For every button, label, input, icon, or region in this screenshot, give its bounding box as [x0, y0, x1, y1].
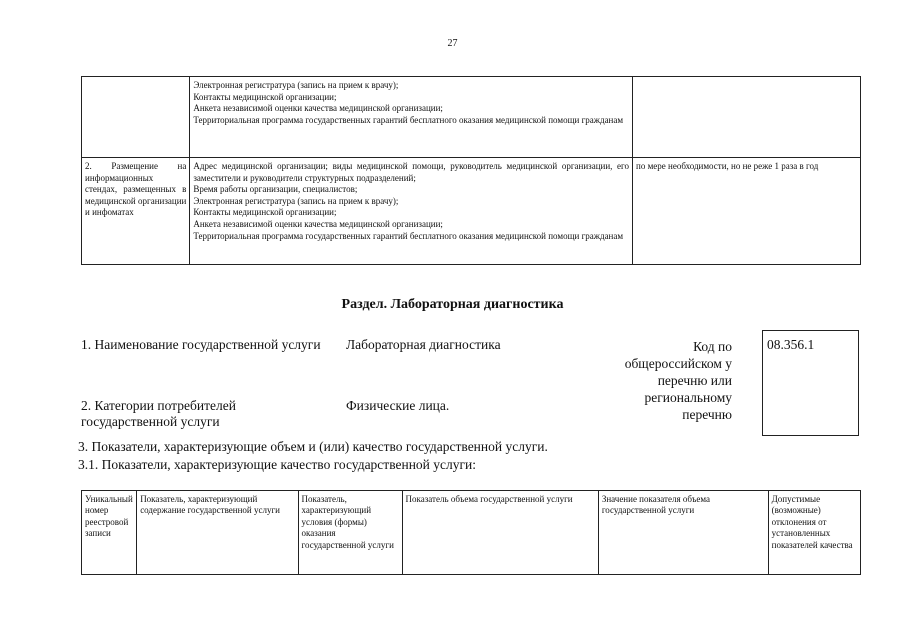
consumers-label: 2. Категории потребителей государственной услуги — [81, 398, 236, 429]
table-header-row — [82, 491, 861, 575]
code-value: 08.356.1 — [767, 337, 815, 352]
code-label: Код по общероссийском у перечню или региональному перечню — [624, 339, 732, 422]
table-row — [82, 158, 861, 265]
quality-indicators-table — [81, 490, 861, 575]
consumers-value: Физические лица. — [346, 398, 450, 413]
table-cell: по мере необходимости, но не реже 1 раза в год — [633, 158, 861, 265]
quality-heading: 3.1. Показатели, характеризующие качество государственной услуги: — [78, 457, 477, 472]
column-header: Значение показателя объема государственной услуги — [598, 491, 768, 575]
info-line: Контакты медицинской организации; — [193, 207, 337, 218]
info-line: Территориальная программа государственных гарантий бесплатного оказания медицинской помощи гражданам — [193, 230, 624, 241]
info-line: Электронная регистратура (запись на прием к врачу); — [193, 80, 399, 90]
column-header: Уникальный номер реестровой записи — [82, 491, 137, 575]
table-cell — [190, 77, 633, 158]
column-header: Показатель, характеризующий условия (формы) оказания государственной услуги — [298, 491, 402, 575]
page-number: 27 — [447, 38, 458, 49]
table-row — [82, 77, 861, 158]
column-header: Допустимые (возможные) отклонения от установленных показателей качества — [768, 491, 860, 575]
table-cell — [633, 77, 861, 158]
info-line: Анкета независимой оценки качества медицинской организации; — [193, 218, 443, 229]
table-cell — [82, 77, 190, 158]
info-line: Адрес медицинской организации; виды медицинской помощи, руководитель медицинской организации, его заместители и руководители структурных подразделений; — [193, 161, 630, 183]
column-header: Показатель объема государственной услуги — [402, 491, 598, 575]
service-name-label: 1. Наименование государственной услуги — [81, 337, 321, 352]
table-cell: 2. Размещение на информационных стендах, размещенных в медицинской организации и инфоматах — [82, 158, 190, 265]
info-line: Территориальная программа государственных гарантий бесплатного оказания медицинской помощи гражданам — [193, 114, 624, 125]
code-box — [762, 330, 859, 436]
info-line: Электронная регистратура (запись на прием к врачу); — [193, 195, 399, 206]
distribution-table — [81, 76, 861, 265]
column-header: Показатель, характеризующий содержание государственной услуги — [137, 491, 298, 575]
info-line: Анкета независимой оценки качества медицинской организации; — [193, 103, 443, 114]
info-line: Контакты медицинской организации; — [193, 91, 337, 102]
section-title: Раздел. Лабораторная диагностика — [341, 297, 564, 312]
info-line: Время работы организации, специалистов; — [193, 184, 358, 195]
indicators-heading: 3. Показатели, характеризующие объем и (или) качество государственной услуги. — [78, 439, 548, 454]
table-cell — [190, 158, 633, 265]
service-name-value: Лабораторная диагностика — [346, 337, 501, 352]
